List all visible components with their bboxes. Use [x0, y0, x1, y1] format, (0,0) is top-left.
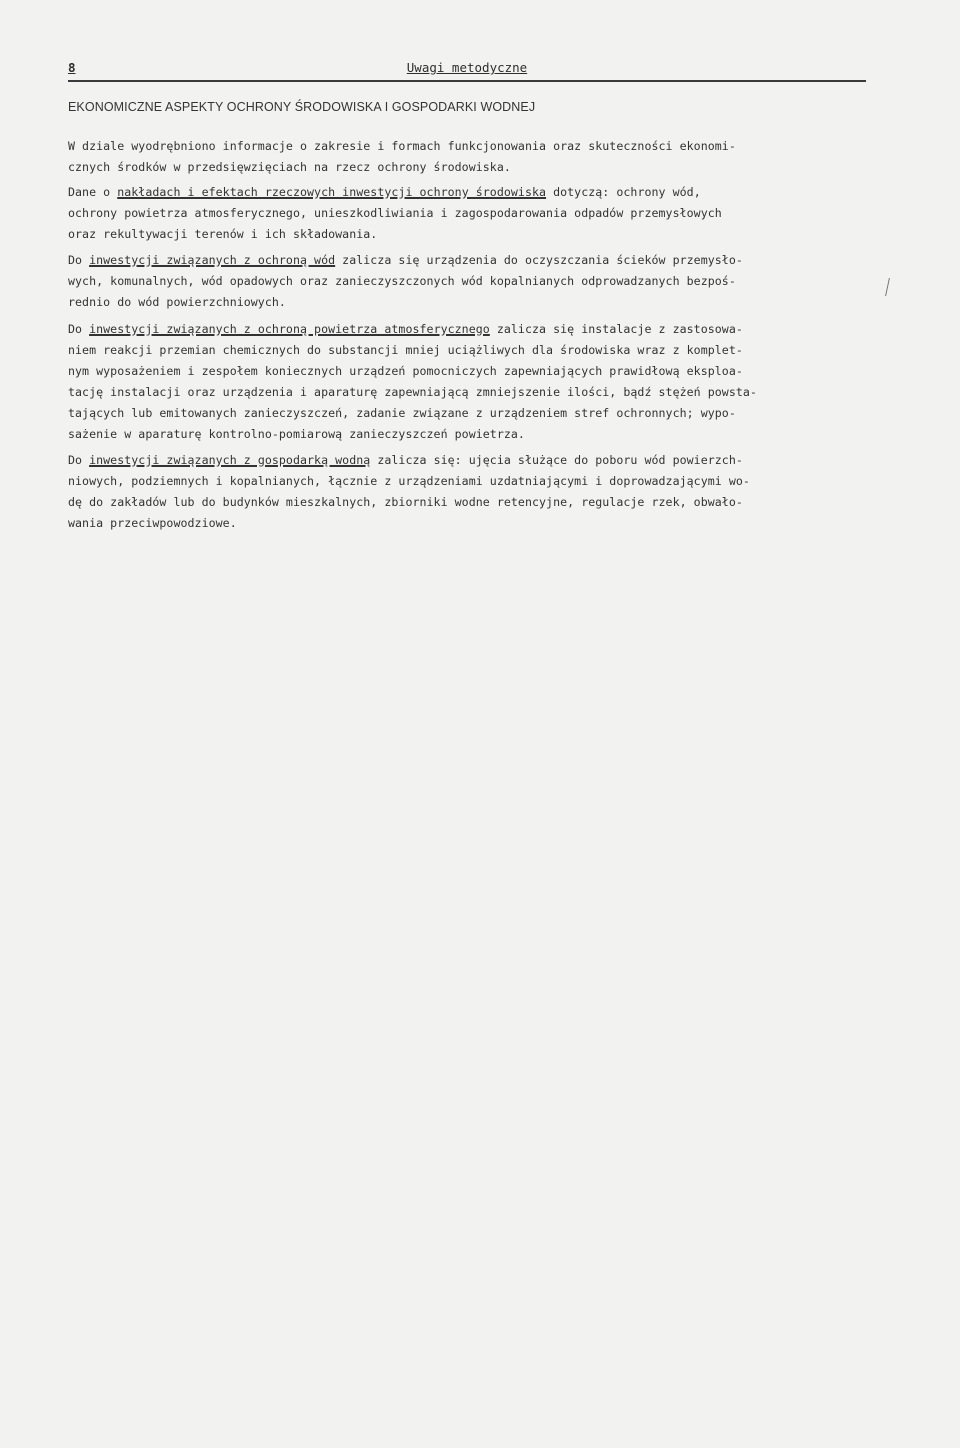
text-line — [68, 450, 878, 471]
text-line: nym wyposażeniem i zespołem koniecznych urządzeń pomocniczych zapewniających prawidłową eksploa- — [68, 364, 743, 378]
text-line: W dziale wyodrębniono informacje o zakresie i formach funkcjonowania oraz skuteczności ekonomi- — [68, 139, 736, 153]
paragraph-expenditures — [68, 182, 878, 245]
text-line: rednio do wód powierzchniowych. — [68, 295, 286, 309]
page-header — [68, 58, 866, 82]
text-line — [68, 182, 878, 203]
text-line: ochrony powietrza atmosferycznego, unieszkodliwiania i zagospodarowania odpadów przemysłowych — [68, 206, 722, 220]
text-line — [68, 319, 878, 340]
text-line: tających lub emitowanych zanieczyszczeń, zadanie związane z urządzeniem stref ochronnych; wypo- — [68, 406, 736, 420]
underlined-term: inwestycji związanych z ochroną wód — [89, 253, 336, 267]
text-fragment: Dane o — [68, 185, 118, 199]
text-fragment: zalicza się urządzenia do oczyszczania ścieków przemysło- — [335, 253, 743, 267]
text-fragment: zalicza się: ujęcia służące do poboru wód powierzch- — [370, 453, 743, 467]
text-line: niowych, podziemnych i kopalnianych, łącznie z urządzeniami uzdatniającymi i doprowadzającymi wo- — [68, 474, 750, 488]
paragraph-intro — [68, 136, 878, 178]
underlined-term: inwestycji związanych z ochroną powietrza atmosferycznego — [89, 322, 490, 336]
text-line: wania przeciwpowodziowe. — [68, 516, 237, 530]
underlined-term: inwestycji związanych z gospodarką wodną — [89, 453, 371, 467]
text-line: tację instalacji oraz urządzenia i aparaturę zapewniającą zmniejszenie ilości, bądź stężeń powsta- — [68, 385, 757, 399]
text-fragment: Do — [68, 322, 90, 336]
page-number: 8 — [68, 60, 76, 75]
text-line — [68, 250, 878, 271]
text-fragment: Do — [68, 453, 90, 467]
running-title: Uwagi metodyczne — [406, 60, 528, 75]
text-fragment: Do — [68, 253, 90, 267]
text-line: dę do zakładów lub do budynków mieszkalnych, zbiorniki wodne retencyjne, regulacje rzek, obwało- — [68, 495, 743, 509]
paragraph-water-protection — [68, 250, 878, 313]
text-line: wych, komunalnych, wód opadowych oraz zanieczyszczonych wód kopalnianych odprowadzanych bezpoś- — [68, 274, 736, 288]
text-line: cznych środków w przedsięwzięciach na rzecz ochrony środowiska. — [68, 160, 511, 174]
text-line: sażenie w aparaturę kontrolno-pomiarową zanieczyszczeń powietrza. — [68, 427, 525, 441]
margin-mark — [885, 278, 896, 296]
section-title: EKONOMICZNE ASPEKTY OCHRONY ŚRODOWISKA I GOSPODARKI WODNEJ — [68, 100, 536, 114]
text-line: niem reakcji przemian chemicznych do substancji mniej uciążliwych dla środowiska wraz z komplet- — [68, 343, 743, 357]
text-fragment: zalicza się instalacje z zastosowa- — [489, 322, 743, 336]
paragraph-air-protection — [68, 319, 878, 445]
paragraph-water-management — [68, 450, 878, 534]
text-line: oraz rekultywacji terenów i ich składowania. — [68, 227, 378, 241]
text-fragment: dotyczą: ochrony wód, — [546, 185, 701, 199]
underlined-term: nakładach i efektach rzeczowych inwestycji ochrony środowiska — [117, 185, 547, 199]
